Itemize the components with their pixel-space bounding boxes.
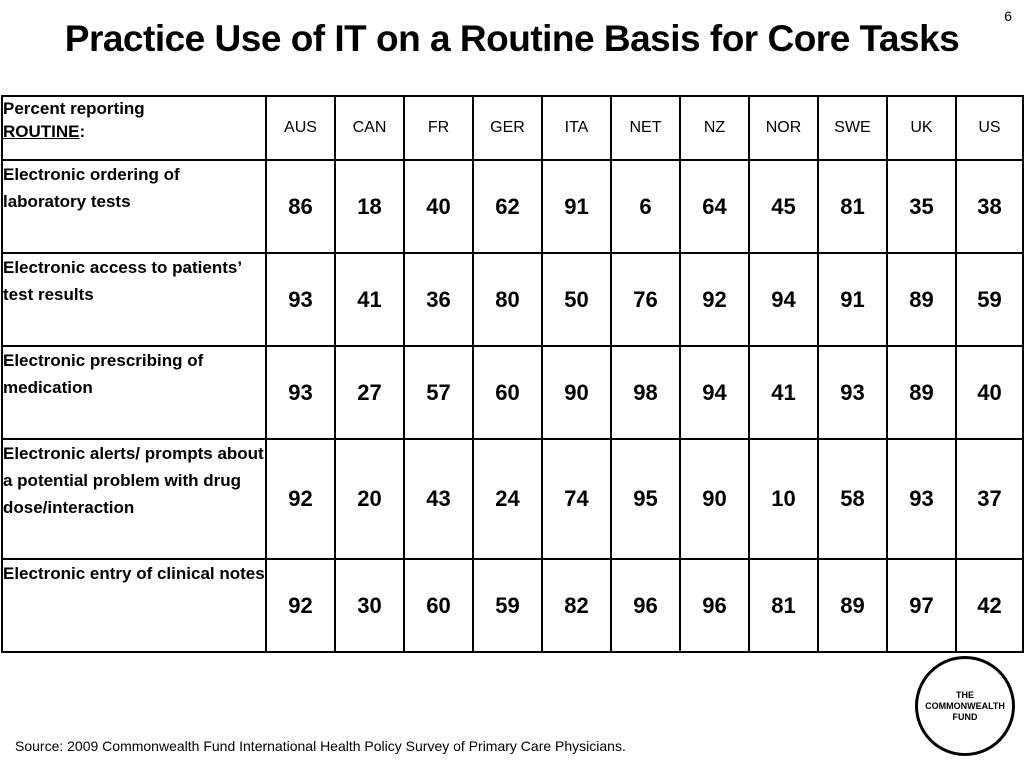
table-cell: 96 bbox=[611, 559, 680, 652]
table-cell: 92 bbox=[680, 253, 749, 346]
table-cell: 89 bbox=[818, 559, 887, 652]
table-row bbox=[2, 253, 1023, 346]
table-cell: 81 bbox=[749, 559, 818, 652]
table-cell: 98 bbox=[611, 346, 680, 439]
table-cell: 64 bbox=[680, 160, 749, 253]
table-cell: 59 bbox=[473, 559, 542, 652]
table-cell: 95 bbox=[611, 439, 680, 559]
logo-line: FUND bbox=[952, 711, 978, 722]
row-label: Electronic entry of clinical notes bbox=[2, 559, 266, 652]
table-cell: 82 bbox=[542, 559, 611, 652]
table-row bbox=[2, 439, 1023, 559]
column-header-net: NET bbox=[611, 96, 680, 160]
table-cell: 40 bbox=[956, 346, 1023, 439]
table-cell: 41 bbox=[749, 346, 818, 439]
column-header-swe: SWE bbox=[818, 96, 887, 160]
table-cell: 58 bbox=[818, 439, 887, 559]
table-cell: 59 bbox=[956, 253, 1023, 346]
table-cell: 37 bbox=[956, 439, 1023, 559]
corner-header bbox=[2, 96, 266, 160]
table-cell: 38 bbox=[956, 160, 1023, 253]
table-cell: 92 bbox=[266, 439, 335, 559]
table-cell: 57 bbox=[404, 346, 473, 439]
column-header-us: US bbox=[956, 96, 1023, 160]
table-cell: 30 bbox=[335, 559, 404, 652]
table-cell: 94 bbox=[680, 346, 749, 439]
header-row bbox=[2, 96, 1023, 160]
logo-line: THE bbox=[956, 689, 974, 700]
table-cell: 86 bbox=[266, 160, 335, 253]
table-cell: 27 bbox=[335, 346, 404, 439]
table-cell: 36 bbox=[404, 253, 473, 346]
table-cell: 97 bbox=[887, 559, 956, 652]
table-cell: 91 bbox=[542, 160, 611, 253]
table-row bbox=[2, 160, 1023, 253]
slide-title: Practice Use of IT on a Routine Basis for Core Tasks bbox=[64, 18, 960, 59]
row-label: Electronic alerts/ prompts about a potential problem with drug dose/interaction bbox=[2, 439, 266, 559]
column-header-ita: ITA bbox=[542, 96, 611, 160]
table-cell: 35 bbox=[887, 160, 956, 253]
table-cell: 10 bbox=[749, 439, 818, 559]
table-cell: 41 bbox=[335, 253, 404, 346]
table-cell: 90 bbox=[680, 439, 749, 559]
column-header-ger: GER bbox=[473, 96, 542, 160]
table-cell: 62 bbox=[473, 160, 542, 253]
table-cell: 60 bbox=[473, 346, 542, 439]
routine-it-use-table bbox=[1, 95, 1024, 653]
table-cell: 80 bbox=[473, 253, 542, 346]
table-cell: 93 bbox=[266, 253, 335, 346]
table-cell: 18 bbox=[335, 160, 404, 253]
column-header-can: CAN bbox=[335, 96, 404, 160]
table-cell: 91 bbox=[818, 253, 887, 346]
table-cell: 43 bbox=[404, 439, 473, 559]
table-cell: 93 bbox=[266, 346, 335, 439]
table-cell: 76 bbox=[611, 253, 680, 346]
column-header-aus: AUS bbox=[266, 96, 335, 160]
table-row bbox=[2, 346, 1023, 439]
table-cell: 42 bbox=[956, 559, 1023, 652]
table-cell: 96 bbox=[680, 559, 749, 652]
column-header-nz: NZ bbox=[680, 96, 749, 160]
table-cell: 89 bbox=[887, 253, 956, 346]
table-cell: 94 bbox=[749, 253, 818, 346]
corner-emphasis: ROUTINE bbox=[3, 122, 80, 141]
table-cell: 81 bbox=[818, 160, 887, 253]
column-header-uk: UK bbox=[887, 96, 956, 160]
page-number: 6 bbox=[1004, 8, 1012, 24]
table-cell: 89 bbox=[887, 346, 956, 439]
column-header-fr: FR bbox=[404, 96, 473, 160]
table-cell: 40 bbox=[404, 160, 473, 253]
column-header-nor: NOR bbox=[749, 96, 818, 160]
table-row bbox=[2, 559, 1023, 652]
logo-line: COMMONWEALTH bbox=[925, 700, 1005, 711]
table-cell: 60 bbox=[404, 559, 473, 652]
corner-prefix: Percent reporting bbox=[3, 99, 145, 118]
row-label: Electronic prescribing of medication bbox=[2, 346, 266, 439]
table-cell: 6 bbox=[611, 160, 680, 253]
table-cell: 20 bbox=[335, 439, 404, 559]
source-note: Source: 2009 Commonwealth Fund International Health Policy Survey of Primary Care Physicians. bbox=[15, 738, 626, 754]
row-label: Electronic access to patients’ test results bbox=[2, 253, 266, 346]
corner-suffix: : bbox=[79, 122, 86, 141]
table-cell: 24 bbox=[473, 439, 542, 559]
table-cell: 93 bbox=[818, 346, 887, 439]
row-label: Electronic ordering of laboratory tests bbox=[2, 160, 266, 253]
table-cell: 74 bbox=[542, 439, 611, 559]
table-cell: 45 bbox=[749, 160, 818, 253]
table-cell: 92 bbox=[266, 559, 335, 652]
commonwealth-fund-logo bbox=[915, 656, 1015, 756]
table-cell: 90 bbox=[542, 346, 611, 439]
table-cell: 50 bbox=[542, 253, 611, 346]
table-cell: 93 bbox=[887, 439, 956, 559]
